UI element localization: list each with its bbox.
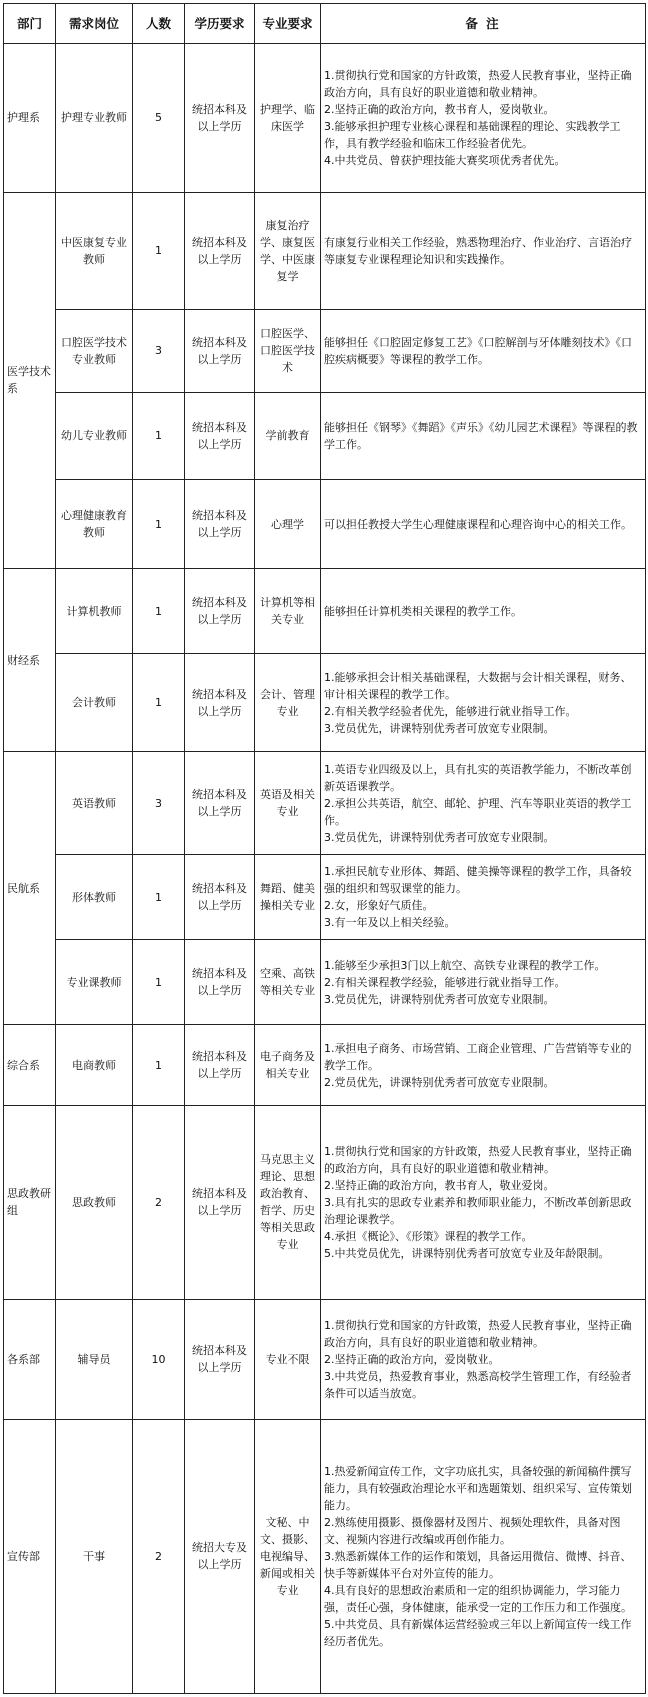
header-major: 专业要求 — [255, 4, 321, 44]
count-cell: 2 — [133, 1419, 185, 1693]
remark-line: 1.能够承担会计相关基础课程，大数据与会计相关课程，财务、审计相关课程的教学工作。 — [324, 670, 632, 701]
header-education: 学历要求 — [185, 4, 255, 44]
education-cell: 统招本科及以上学历 — [185, 479, 255, 568]
remark-line: 5.中共党员优先，讲课特别优秀者可放宽专业及年龄限制。 — [324, 1246, 610, 1260]
education-cell: 统招本科及以上学历 — [185, 940, 255, 1025]
table-row — [4, 940, 646, 1025]
table-row — [4, 44, 646, 193]
remark-line: 1.能够至少承担3门以上航空、高铁专业课程的教学工作。 — [324, 958, 606, 972]
position-cell: 心理健康教育教师 — [56, 479, 133, 568]
major-cell: 心理学 — [255, 479, 321, 568]
count-cell: 1 — [133, 392, 185, 479]
count-cell: 1 — [133, 192, 185, 309]
remark-cell — [321, 192, 646, 309]
position-cell: 电商教师 — [56, 1025, 133, 1106]
education-cell: 统招本科及以上学历 — [185, 569, 255, 654]
remark-line: 1.承担电子商务、市场营销、工商企业管理、广告营销等专业的教学工作。 — [324, 1041, 632, 1072]
remark-line: 能够担任《钢琴》《舞蹈》《声乐》《幼儿园艺术课程》等课程的教学工作。 — [324, 420, 638, 451]
remark-line: 4.具有良好的思想政治素质和一定的组织协调能力，学习能力强，责任心强，身体健康，能承受一定的工作压力和工作强度。 — [324, 1583, 632, 1614]
recruitment-table — [3, 3, 646, 1694]
major-cell: 康复治疗学、康复医学、中医康复学 — [255, 192, 321, 309]
education-cell: 统招本科及以上学历 — [185, 1025, 255, 1106]
major-cell: 计算机等相关专业 — [255, 569, 321, 654]
remark-line: 2.坚持正确的政治方向，爱岗敬业。 — [324, 1352, 500, 1366]
table-row — [4, 1106, 646, 1299]
count-cell: 5 — [133, 44, 185, 193]
major-cell: 会计、管理专业 — [255, 654, 321, 752]
table-row — [4, 309, 646, 392]
header-dept: 部门 — [4, 4, 56, 44]
remark-line: 2.有相关教学经验者优先，能够进行就业指导工作。 — [324, 704, 577, 718]
education-cell: 统招本科及以上学历 — [185, 1106, 255, 1299]
remark-line: 2.有相关课程教学经验，能够进行就业指导工作。 — [324, 975, 566, 989]
count-cell: 2 — [133, 1106, 185, 1299]
position-cell: 中医康复专业教师 — [56, 192, 133, 309]
education-cell: 统招本科及以上学历 — [185, 1299, 255, 1419]
remark-line: 1.贯彻执行党和国家的方针政策，热爱人民教育事业，坚持正确的政治方向，具有良好的职业道德和敬业精神。 — [324, 1144, 632, 1175]
dept-cell: 宣传部 — [4, 1419, 56, 1693]
remark-line: 可以担任教授大学生心理健康课程和心理咨询中心的相关工作。 — [324, 517, 632, 531]
remark-cell — [321, 1419, 646, 1693]
education-cell: 统招本科及以上学历 — [185, 192, 255, 309]
major-cell: 空乘、高铁等相关专业 — [255, 940, 321, 1025]
remark-cell — [321, 1025, 646, 1106]
major-cell: 文秘、中文、摄影、电视编导、新闻或相关专业 — [255, 1419, 321, 1693]
remark-line: 1.贯彻执行党和国家的方针政策，热爱人民教育事业，坚持正确政治方向，具有良好的职业道德和敬业精神。 — [324, 1318, 632, 1349]
education-cell: 统招本科及以上学历 — [185, 309, 255, 392]
table-row — [4, 479, 646, 568]
table-row — [4, 569, 646, 654]
major-cell: 护理学、临床医学 — [255, 44, 321, 193]
table-row — [4, 752, 646, 855]
dept-cell: 各系部 — [4, 1299, 56, 1419]
education-cell: 统招本科及以上学历 — [185, 392, 255, 479]
table-row — [4, 392, 646, 479]
dept-cell: 护理系 — [4, 44, 56, 193]
dept-cell: 财经系 — [4, 569, 56, 752]
education-cell: 统招大专及以上学历 — [185, 1419, 255, 1693]
remark-line: 3.有一年及以上相关经验。 — [324, 916, 456, 930]
position-cell: 思政教师 — [56, 1106, 133, 1299]
remark-line: 1.热爱新闻宣传工作，文字功底扎实，具备较强的新闻稿件撰写能力，具有较强政治理论水平和选题策划、组织采写、宣传策划能力。 — [324, 1464, 632, 1512]
remark-line: 1.承担民航专业形体、舞蹈、健美操等课程的教学工作，具备较强的组织和驾驭课堂的能力。 — [324, 865, 632, 896]
remark-cell — [321, 940, 646, 1025]
major-cell: 专业不限 — [255, 1299, 321, 1419]
education-cell: 统招本科及以上学历 — [185, 855, 255, 940]
dept-cell: 思政教研组 — [4, 1106, 56, 1299]
remark-line: 有康复行业相关工作经验，熟悉物理治疗、作业治疗、言语治疗等康复专业课程理论知识和实践操作。 — [324, 235, 632, 266]
dept-cell: 民航系 — [4, 752, 56, 1025]
remark-line: 能够担任计算机类相关课程的教学工作。 — [324, 604, 522, 618]
count-cell: 1 — [133, 940, 185, 1025]
position-cell: 会计教师 — [56, 654, 133, 752]
count-cell: 1 — [133, 569, 185, 654]
major-cell: 英语及相关专业 — [255, 752, 321, 855]
table-row — [4, 1419, 646, 1693]
remark-line: 2.熟练使用摄影、摄像器材及图片、视频处理软件，具备对图文、视频内容进行改编或再创作能力。 — [324, 1515, 621, 1546]
count-cell: 3 — [133, 309, 185, 392]
table-row — [4, 855, 646, 940]
count-cell: 3 — [133, 752, 185, 855]
remark-cell — [321, 392, 646, 479]
remark-line: 3.熟悉新媒体工作的运作和策划，具备运用微信、微博、抖音、快手等新媒体平台对外宣传的能力。 — [324, 1549, 632, 1580]
remark-line: 5.中共党员、具有新媒体运营经验或三年以上新闻宣传一线工作经历者优先。 — [324, 1617, 632, 1648]
remark-cell — [321, 1106, 646, 1299]
remark-line: 1.贯彻执行党和国家的方针政策，热爱人民教育事业，坚持正确政治方向，具有良好的职业道德和敬业精神。 — [324, 68, 632, 99]
position-cell: 干事 — [56, 1419, 133, 1693]
remark-line: 3.能够承担护理专业核心课程和基础课程的理论、实践教学工作，具有教学经验和临床工作经验者优先。 — [324, 119, 621, 150]
remark-cell — [321, 752, 646, 855]
remark-line: 4.中共党员、曾获护理技能大赛奖项优秀者优先。 — [324, 153, 566, 167]
education-cell: 统招本科及以上学历 — [185, 752, 255, 855]
dept-cell: 综合系 — [4, 1025, 56, 1106]
table-row — [4, 654, 646, 752]
count-cell: 10 — [133, 1299, 185, 1419]
count-cell: 1 — [133, 654, 185, 752]
position-cell: 计算机教师 — [56, 569, 133, 654]
remark-line: 3.党员优先，讲课特别优秀者可放宽专业限制。 — [324, 992, 555, 1006]
remark-cell — [321, 569, 646, 654]
remark-line: 2.女，形象好气质佳。 — [324, 899, 434, 913]
dept-cell: 医学技术系 — [4, 192, 56, 568]
position-cell: 形体教师 — [56, 855, 133, 940]
remark-line: 3.党员优先，讲课特别优秀者可放宽专业限制。 — [324, 830, 555, 844]
header-row — [4, 4, 646, 44]
position-cell: 护理专业教师 — [56, 44, 133, 193]
count-cell: 1 — [133, 479, 185, 568]
position-cell: 英语教师 — [56, 752, 133, 855]
remark-line: 2.党员优先，讲课特别优秀者可放宽专业限制。 — [324, 1075, 555, 1089]
remark-line: 3.具有扎实的思政专业素养和教师职业能力，不断改革创新思政治理论课教学。 — [324, 1195, 632, 1226]
major-cell: 电子商务及相关专业 — [255, 1025, 321, 1106]
header-remark: 备 注 — [321, 4, 646, 44]
position-cell: 专业课教师 — [56, 940, 133, 1025]
education-cell: 统招本科及以上学历 — [185, 44, 255, 193]
remark-line: 2.坚持正确的政治方向，教书育人，敬业爱岗。 — [324, 1178, 555, 1192]
position-cell: 幼儿专业教师 — [56, 392, 133, 479]
table-row — [4, 1025, 646, 1106]
major-cell: 学前教育 — [255, 392, 321, 479]
major-cell: 马克思主义理论、思想政治教育、哲学、历史等相关思政专业 — [255, 1106, 321, 1299]
remark-line: 4.承担《概论》、《形策》课程的教学工作。 — [324, 1229, 533, 1243]
remark-line: 2.坚持正确的政治方向，教书育人，爱岗敬业。 — [324, 102, 555, 116]
remark-cell — [321, 855, 646, 940]
remark-line: 3.党员优先，讲课特别优秀者可放宽专业限制。 — [324, 721, 555, 735]
count-cell: 1 — [133, 1025, 185, 1106]
remark-cell — [321, 654, 646, 752]
remark-line: 1.英语专业四级及以上，具有扎实的英语教学能力，不断改革创新英语课教学。 — [324, 762, 632, 793]
remark-line: 3.中共党员，热爱教育事业，熟悉高校学生管理工作，有经验者条件可以适当放宽。 — [324, 1369, 632, 1400]
remark-line: 2.承担公共英语，航空、邮轮、护理、汽车等职业英语的教学工作。 — [324, 796, 632, 827]
education-cell: 统招本科及以上学历 — [185, 654, 255, 752]
position-cell: 辅导员 — [56, 1299, 133, 1419]
remark-cell — [321, 309, 646, 392]
table-row — [4, 1299, 646, 1419]
table-row — [4, 192, 646, 309]
major-cell: 口腔医学、口腔医学技术 — [255, 309, 321, 392]
major-cell: 舞蹈、健美操相关专业 — [255, 855, 321, 940]
remark-cell — [321, 479, 646, 568]
remark-cell — [321, 1299, 646, 1419]
remark-cell — [321, 44, 646, 193]
position-cell: 口腔医学技术专业教师 — [56, 309, 133, 392]
header-position: 需求岗位 — [56, 4, 133, 44]
header-count: 人数 — [133, 4, 185, 44]
count-cell: 1 — [133, 855, 185, 940]
remark-line: 能够担任《口腔固定修复工艺》《口腔解剖与牙体雕刻技术》《口腔疾病概要》等课程的教学工作。 — [324, 335, 632, 366]
